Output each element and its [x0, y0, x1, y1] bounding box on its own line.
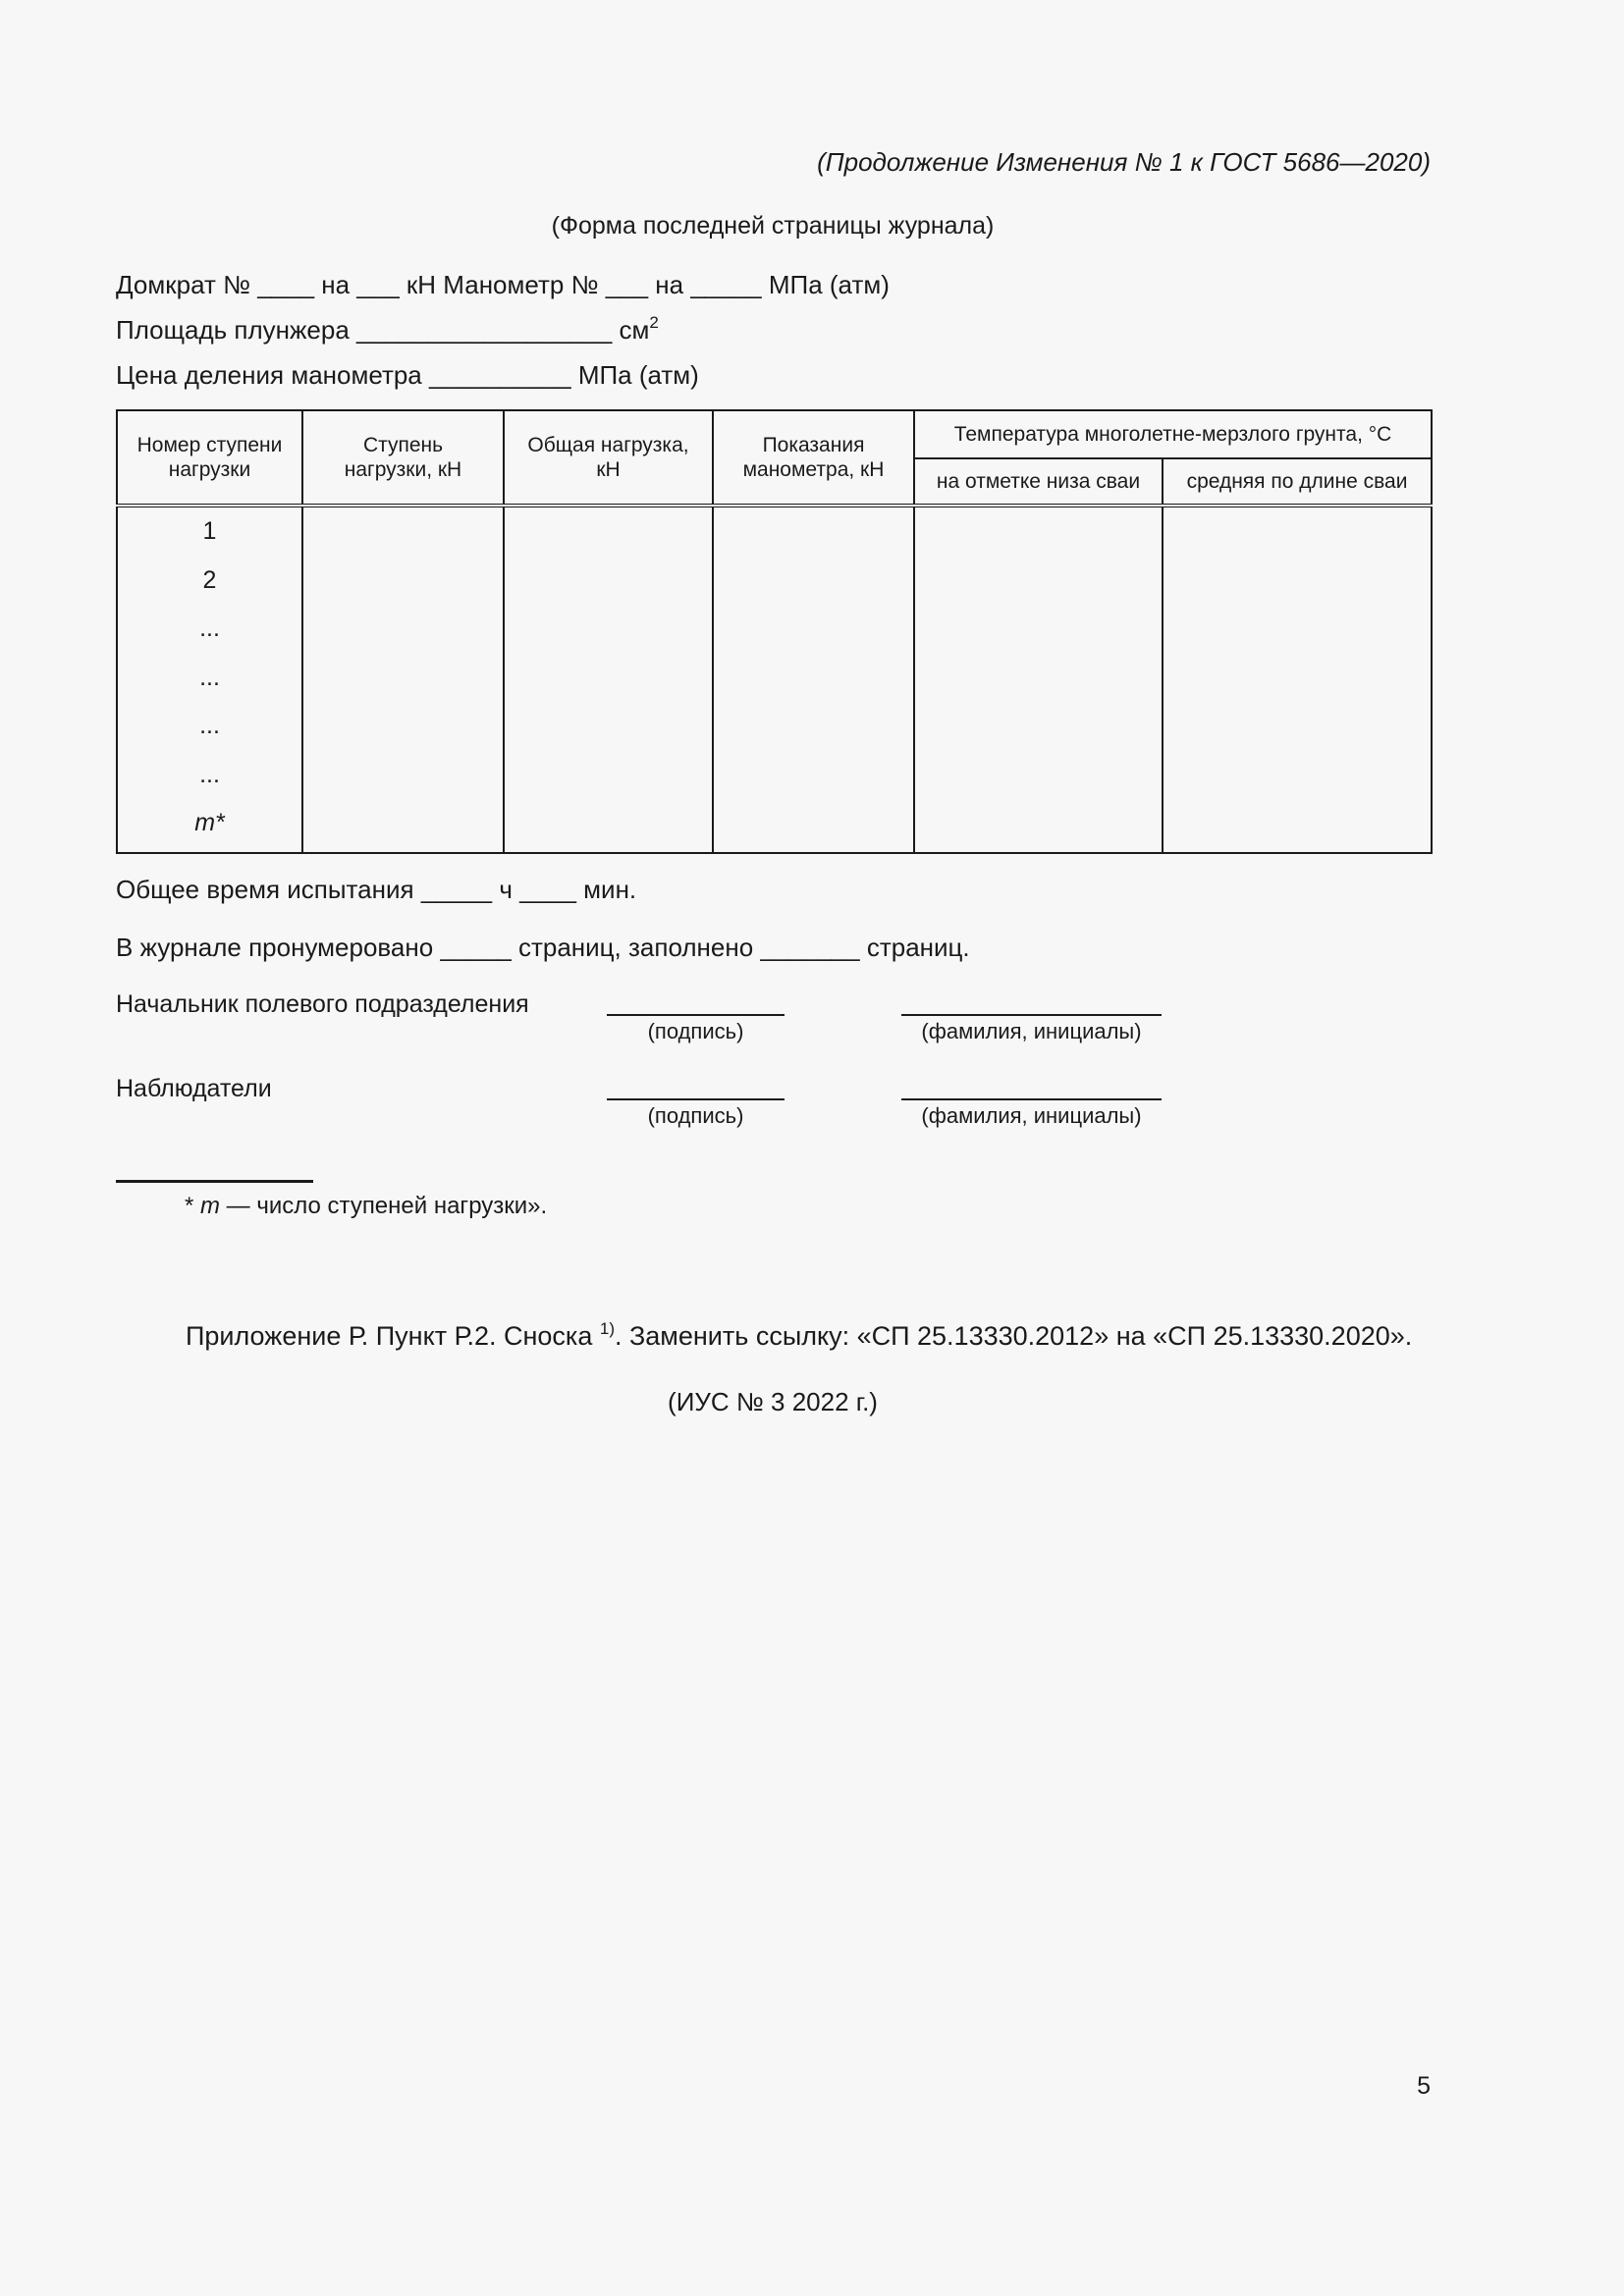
plunger-area-line: [116, 315, 659, 346]
continuation-header: (Продолжение Изменения № 1 к ГОСТ 5686—2020): [817, 147, 1431, 177]
supervisor-label: Начальник полевого подразделения: [116, 990, 529, 1018]
observers-name-caption: (фамилия, инициалы): [921, 1103, 1142, 1128]
observers-signature-line: [607, 1098, 785, 1100]
footnote-variable: m: [200, 1193, 221, 1219]
total-load-cell: [504, 506, 713, 853]
supervisor-name-caption: (фамилия, инициалы): [921, 1019, 1142, 1043]
step-number-column: [117, 506, 302, 853]
step-row: 1: [202, 517, 217, 545]
footnote-text: — число ступеней нагрузки».: [220, 1193, 548, 1219]
gauge-division-line: Цена деления манометра __________ МПа (атм): [116, 360, 699, 390]
temp-mean-cell: [1163, 506, 1432, 853]
step-row: ...: [199, 663, 220, 691]
observers-name-line: [901, 1098, 1162, 1100]
step-row: ...: [199, 614, 220, 642]
observers-signature-caption: (подпись): [647, 1103, 744, 1128]
observers-label: Наблюдатели: [116, 1075, 272, 1102]
jack-manometer-line: Домкрат № ____ на ___ кН Манометр № ___ на _____ МПа (атм): [116, 270, 890, 299]
pages-count-line: В журнале пронумеровано _____ страниц, заполнено _______ страниц.: [116, 933, 970, 962]
header-temperature: Температура многолетне-мерзлого грунта, °С: [914, 410, 1432, 458]
appendix-text-after: . Заменить ссылку: «СП 25.13330.2012» на «СП 25.13330.2020».: [614, 1321, 1413, 1351]
supervisor-signature-line: [607, 1014, 785, 1016]
step-row: ...: [199, 760, 220, 788]
form-title: (Форма последней страницы журнала): [551, 212, 995, 240]
supervisor-signature-caption: (подпись): [647, 1019, 744, 1043]
temp-bottom-cell: [914, 506, 1163, 853]
step-row-last: m*: [194, 809, 225, 836]
page-number: 5: [1417, 2072, 1431, 2100]
ius-reference: (ИУС № 3 2022 г.): [668, 1387, 878, 1416]
footnote-mark: *: [185, 1193, 201, 1219]
gauge-reading-cell: [713, 506, 914, 853]
appendix-change: [186, 1321, 1412, 1352]
appendix-footnote-ref: 1): [599, 1319, 615, 1338]
plunger-area-text: Площадь плунжера __________________ см: [116, 315, 650, 345]
plunger-area-superscript: 2: [649, 313, 659, 332]
total-time-line: Общее время испытания _____ ч ____ мин.: [116, 875, 637, 904]
step-row: ...: [199, 712, 220, 739]
appendix-text-before: Приложение Р. Пункт Р.2. Сноска: [186, 1321, 600, 1351]
header-temp-bottom: на отметке низа сваи: [914, 458, 1163, 506]
supervisor-name-line: [901, 1014, 1162, 1016]
load-steps-table: [116, 409, 1433, 854]
header-step-number: Номер ступени нагрузки: [117, 410, 302, 506]
step-row: 2: [202, 565, 217, 594]
header-total-load: Общая нагрузка, кН: [504, 410, 713, 506]
load-step-cell: [302, 506, 504, 853]
footnote-separator: [116, 1180, 313, 1183]
header-load-step: Ступень нагрузки, кН: [302, 410, 504, 506]
header-gauge-readings: Показания манометра, кН: [713, 410, 914, 506]
footnote: [185, 1193, 547, 1220]
header-temp-mean: средняя по длине сваи: [1163, 458, 1432, 506]
